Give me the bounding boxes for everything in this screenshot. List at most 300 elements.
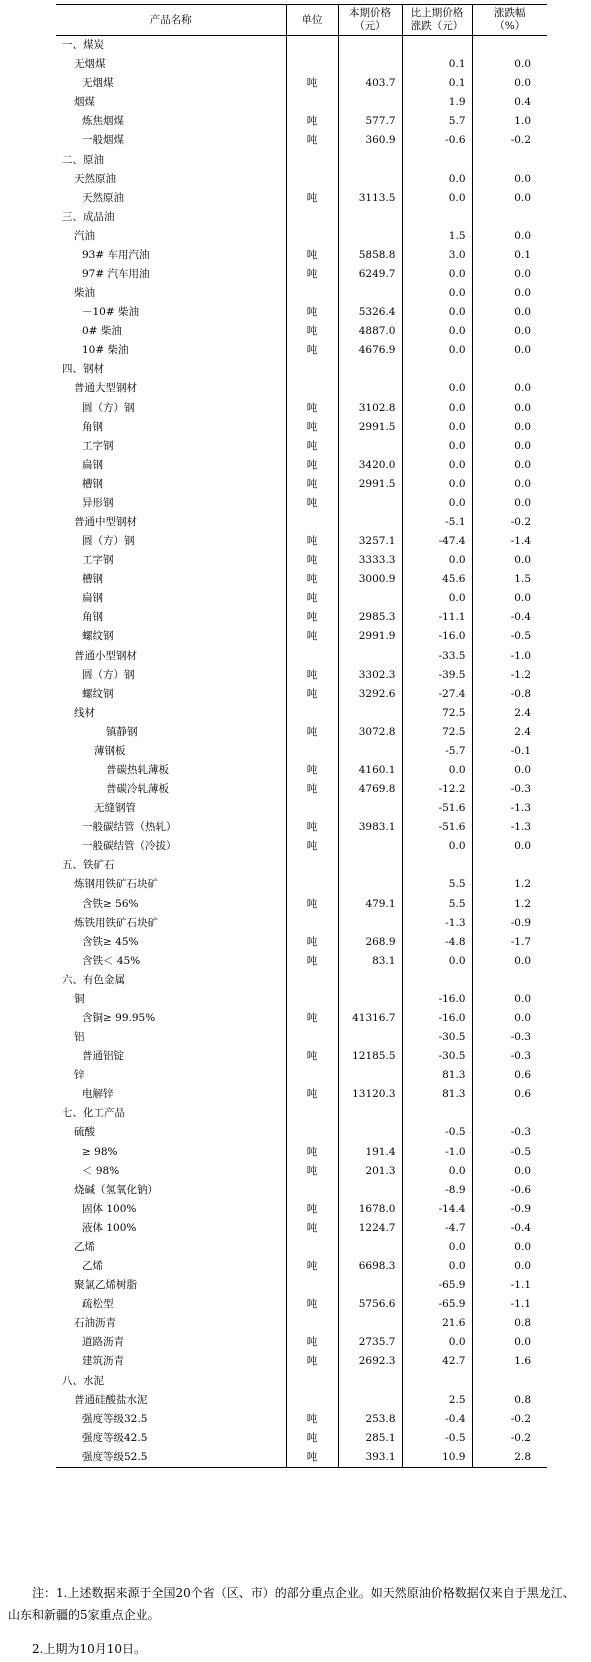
unit-cell: 吨 bbox=[286, 685, 338, 704]
product-name-cell: 天然原油 bbox=[82, 191, 124, 204]
unit-cell: 吨 bbox=[286, 322, 338, 341]
product-name-cell: 线材 bbox=[74, 706, 95, 719]
price-change-cell: 0.0 bbox=[402, 475, 472, 494]
product-name-cell: 无缝钢管 bbox=[94, 802, 136, 815]
current-price-cell bbox=[338, 971, 402, 990]
change-percent-cell: 0.0 bbox=[472, 494, 547, 513]
price-change-cell: -0.5 bbox=[402, 1123, 472, 1142]
table-row bbox=[56, 895, 547, 914]
change-percent-cell: 1.6 bbox=[472, 1352, 547, 1371]
product-name-cell: －10# 柴油 bbox=[82, 306, 139, 319]
change-percent-cell: -0.8 bbox=[472, 685, 547, 704]
price-change-cell bbox=[402, 360, 472, 379]
unit-cell: 吨 bbox=[286, 1085, 338, 1104]
current-price-cell bbox=[338, 589, 402, 608]
product-name-cell: 铜 bbox=[74, 992, 85, 1005]
current-price-cell bbox=[338, 1314, 402, 1333]
current-price-cell: 2991.9 bbox=[338, 627, 402, 646]
current-price-cell bbox=[338, 227, 402, 246]
table-row bbox=[56, 246, 547, 265]
table-row bbox=[56, 1066, 547, 1085]
price-change-cell: 0.1 bbox=[402, 55, 472, 74]
price-change-cell: -5.7 bbox=[402, 742, 472, 761]
current-price-cell: 4676.9 bbox=[338, 341, 402, 360]
table-row bbox=[56, 627, 547, 646]
price-change-cell: 0.0 bbox=[402, 952, 472, 971]
change-percent-cell: -0.4 bbox=[472, 1219, 547, 1238]
change-percent-cell: 0.0 bbox=[472, 589, 547, 608]
change-percent-cell: 0.0 bbox=[472, 55, 547, 74]
current-price-cell: 2735.7 bbox=[338, 1333, 402, 1352]
current-price-cell: 4769.8 bbox=[338, 780, 402, 799]
product-name-cell: 液体 100% bbox=[82, 1221, 137, 1234]
current-price-cell: 285.1 bbox=[338, 1429, 402, 1448]
change-percent-cell: -1.2 bbox=[472, 666, 547, 685]
change-percent-cell: -0.6 bbox=[472, 1181, 547, 1200]
price-change-cell: -16.0 bbox=[402, 1009, 472, 1028]
table-row bbox=[56, 647, 547, 666]
unit-cell: 吨 bbox=[286, 1257, 338, 1276]
current-price-cell: 268.9 bbox=[338, 933, 402, 952]
change-percent-cell: 0.4 bbox=[472, 93, 547, 112]
unit-cell bbox=[286, 875, 338, 894]
change-percent-cell: 0.6 bbox=[472, 1066, 547, 1085]
unit-cell bbox=[286, 1371, 338, 1390]
table-row bbox=[56, 532, 547, 551]
price-change-cell: -16.0 bbox=[402, 627, 472, 646]
product-name-cell: 乙烯 bbox=[82, 1260, 103, 1273]
product-name-cell: 锌 bbox=[74, 1069, 85, 1082]
unit-cell: 吨 bbox=[286, 1352, 338, 1371]
unit-cell: 吨 bbox=[286, 780, 338, 799]
table-row bbox=[56, 418, 547, 437]
unit-cell: 吨 bbox=[286, 1219, 338, 1238]
current-price-cell: 3292.6 bbox=[338, 685, 402, 704]
unit-cell bbox=[286, 1276, 338, 1295]
table-row bbox=[56, 36, 547, 56]
current-price-cell bbox=[338, 360, 402, 379]
unit-cell bbox=[286, 36, 338, 56]
unit-cell: 吨 bbox=[286, 1429, 338, 1448]
unit-cell bbox=[286, 990, 338, 1009]
change-percent-cell: 0.0 bbox=[472, 265, 547, 284]
product-name-cell: 螺纹钢 bbox=[82, 630, 114, 643]
product-name-cell: 建筑沥青 bbox=[82, 1355, 124, 1368]
table-body bbox=[56, 36, 547, 1468]
price-change-cell: -0.4 bbox=[402, 1410, 472, 1429]
change-percent-cell bbox=[472, 360, 547, 379]
table-row bbox=[56, 704, 547, 723]
current-price-cell bbox=[338, 1028, 402, 1047]
header-current-price: 本期价格 （元） bbox=[338, 5, 402, 36]
unit-cell: 吨 bbox=[286, 1410, 338, 1429]
price-table bbox=[56, 4, 547, 1468]
change-percent-cell: 0.0 bbox=[472, 551, 547, 570]
price-change-cell: -4.8 bbox=[402, 933, 472, 952]
unit-cell: 吨 bbox=[286, 952, 338, 971]
price-change-cell: 0.0 bbox=[402, 284, 472, 303]
table-row bbox=[56, 284, 547, 303]
current-price-cell bbox=[338, 170, 402, 189]
change-percent-cell bbox=[472, 208, 547, 227]
price-change-cell: 5.5 bbox=[402, 875, 472, 894]
product-name-cell: 硫酸 bbox=[74, 1126, 95, 1139]
current-price-cell: 577.7 bbox=[338, 112, 402, 131]
price-change-cell: 5.7 bbox=[402, 112, 472, 131]
change-percent-cell: 0.0 bbox=[472, 303, 547, 322]
price-change-cell: 10.9 bbox=[402, 1448, 472, 1468]
product-name-cell: ＜ 98% bbox=[82, 1164, 120, 1177]
change-percent-cell: 0.0 bbox=[472, 456, 547, 475]
note-2: 2.上期为10月10日。 bbox=[32, 1642, 146, 1656]
table-row bbox=[56, 780, 547, 799]
product-name-cell: 含铁≥ 56% bbox=[82, 897, 139, 910]
change-percent-cell bbox=[472, 1104, 547, 1123]
unit-cell bbox=[286, 93, 338, 112]
change-percent-cell: 0.1 bbox=[472, 246, 547, 265]
change-percent-cell: 2.4 bbox=[472, 723, 547, 742]
unit-cell bbox=[286, 799, 338, 818]
change-percent-cell: -0.5 bbox=[472, 627, 547, 646]
current-price-cell bbox=[338, 1238, 402, 1257]
product-name-cell: 三、成品油 bbox=[62, 210, 115, 223]
unit-cell: 吨 bbox=[286, 189, 338, 208]
price-change-cell: 0.0 bbox=[402, 456, 472, 475]
table-row bbox=[56, 55, 547, 74]
current-price-cell: 5756.6 bbox=[338, 1295, 402, 1314]
price-change-cell: 0.0 bbox=[402, 418, 472, 437]
current-price-cell bbox=[338, 1181, 402, 1200]
change-percent-cell: 1.2 bbox=[472, 875, 547, 894]
unit-cell: 吨 bbox=[286, 398, 338, 417]
price-change-cell: 0.0 bbox=[402, 341, 472, 360]
unit-cell: 吨 bbox=[286, 761, 338, 780]
current-price-cell: 3333.3 bbox=[338, 551, 402, 570]
price-change-cell bbox=[402, 1104, 472, 1123]
table-row bbox=[56, 475, 547, 494]
product-name-cell: 槽钢 bbox=[82, 573, 103, 586]
price-change-cell: -0.5 bbox=[402, 1429, 472, 1448]
change-percent-cell: 0.0 bbox=[472, 418, 547, 437]
price-change-cell: -30.5 bbox=[402, 1028, 472, 1047]
change-percent-cell: -1.3 bbox=[472, 799, 547, 818]
price-change-cell: -4.7 bbox=[402, 1219, 472, 1238]
product-name-cell: 角钢 bbox=[82, 611, 103, 624]
product-name-cell: 固体 100% bbox=[82, 1202, 137, 1215]
price-change-cell: 0.0 bbox=[402, 379, 472, 398]
unit-cell bbox=[286, 208, 338, 227]
change-percent-cell: 0.0 bbox=[472, 1257, 547, 1276]
change-percent-cell: -1.3 bbox=[472, 818, 547, 837]
unit-cell: 吨 bbox=[286, 1162, 338, 1181]
table-row bbox=[56, 227, 547, 246]
table-row bbox=[56, 1410, 547, 1429]
price-change-cell: 0.0 bbox=[402, 303, 472, 322]
price-change-cell bbox=[402, 36, 472, 56]
price-change-cell: 0.0 bbox=[402, 189, 472, 208]
price-change-cell: -12.2 bbox=[402, 780, 472, 799]
unit-cell bbox=[286, 1391, 338, 1410]
product-name-cell: 普碳冷轧薄板 bbox=[106, 783, 169, 796]
unit-cell: 吨 bbox=[286, 74, 338, 93]
unit-cell bbox=[286, 150, 338, 169]
product-name-cell: 异形钢 bbox=[82, 496, 114, 509]
price-change-cell: -27.4 bbox=[402, 685, 472, 704]
price-change-cell: 0.0 bbox=[402, 1238, 472, 1257]
current-price-cell: 2991.5 bbox=[338, 475, 402, 494]
unit-cell: 吨 bbox=[286, 1200, 338, 1219]
unit-cell: 吨 bbox=[286, 131, 338, 150]
current-price-cell: 4887.0 bbox=[338, 322, 402, 341]
change-percent-cell: 0.8 bbox=[472, 1314, 547, 1333]
unit-cell: 吨 bbox=[286, 837, 338, 856]
unit-cell: 吨 bbox=[286, 589, 338, 608]
change-percent-cell bbox=[472, 150, 547, 169]
unit-cell: 吨 bbox=[286, 1009, 338, 1028]
price-change-cell: -65.9 bbox=[402, 1295, 472, 1314]
table-row bbox=[56, 1257, 547, 1276]
current-price-cell: 201.3 bbox=[338, 1162, 402, 1181]
table-header-row bbox=[56, 5, 547, 36]
current-price-cell: 393.1 bbox=[338, 1448, 402, 1468]
current-price-cell bbox=[338, 1391, 402, 1410]
price-change-cell: -33.5 bbox=[402, 647, 472, 666]
price-change-cell: -51.6 bbox=[402, 818, 472, 837]
price-change-cell: 3.0 bbox=[402, 246, 472, 265]
current-price-cell: 2692.3 bbox=[338, 1352, 402, 1371]
table-row bbox=[56, 837, 547, 856]
change-percent-cell: -0.2 bbox=[472, 1429, 547, 1448]
price-change-cell: -1.3 bbox=[402, 914, 472, 933]
table-row bbox=[56, 303, 547, 322]
current-price-cell: 2985.3 bbox=[338, 608, 402, 627]
unit-cell: 吨 bbox=[286, 1295, 338, 1314]
product-name-cell: 93# 车用汽油 bbox=[82, 248, 150, 261]
product-name-cell: 普通小型钢材 bbox=[74, 649, 137, 662]
current-price-cell: 3072.8 bbox=[338, 723, 402, 742]
unit-cell bbox=[286, 647, 338, 666]
product-name-cell: 五、铁矿石 bbox=[62, 859, 115, 872]
current-price-cell bbox=[338, 55, 402, 74]
table-row bbox=[56, 265, 547, 284]
table-row bbox=[56, 189, 547, 208]
product-name-cell: ≥ 98% bbox=[82, 1145, 118, 1158]
current-price-cell: 6249.7 bbox=[338, 265, 402, 284]
product-name-cell: 普通中型钢材 bbox=[74, 515, 137, 528]
unit-cell: 吨 bbox=[286, 303, 338, 322]
price-change-cell: -11.1 bbox=[402, 608, 472, 627]
unit-cell: 吨 bbox=[286, 265, 338, 284]
unit-cell: 吨 bbox=[286, 341, 338, 360]
unit-cell: 吨 bbox=[286, 895, 338, 914]
current-price-cell bbox=[338, 875, 402, 894]
change-percent-cell: -1.4 bbox=[472, 532, 547, 551]
product-name-cell: 炼焦烟煤 bbox=[82, 115, 124, 128]
price-change-cell: -0.6 bbox=[402, 131, 472, 150]
unit-cell: 吨 bbox=[286, 112, 338, 131]
product-name-cell: 柴油 bbox=[74, 287, 95, 300]
table-row bbox=[56, 1371, 547, 1390]
change-percent-cell: 2.8 bbox=[472, 1448, 547, 1468]
table-row bbox=[56, 322, 547, 341]
current-price-cell bbox=[338, 704, 402, 723]
unit-cell bbox=[286, 742, 338, 761]
table-row bbox=[56, 1123, 547, 1142]
change-percent-cell bbox=[472, 1371, 547, 1390]
price-change-cell: 0.0 bbox=[402, 494, 472, 513]
unit-cell bbox=[286, 1181, 338, 1200]
unit-cell: 吨 bbox=[286, 1143, 338, 1162]
change-percent-cell: -0.3 bbox=[472, 780, 547, 799]
unit-cell bbox=[286, 1314, 338, 1333]
change-percent-cell: 0.0 bbox=[472, 284, 547, 303]
price-change-cell: -14.4 bbox=[402, 1200, 472, 1219]
product-name-cell: 石油沥青 bbox=[74, 1317, 116, 1330]
unit-cell bbox=[286, 227, 338, 246]
price-change-cell bbox=[402, 971, 472, 990]
product-name-cell: 扁钢 bbox=[82, 592, 103, 605]
table-row bbox=[56, 1200, 547, 1219]
table-row bbox=[56, 1391, 547, 1410]
change-percent-cell: 0.8 bbox=[472, 1391, 547, 1410]
notes-section bbox=[8, 1582, 578, 1626]
table-row bbox=[56, 1352, 547, 1371]
unit-cell bbox=[286, 1104, 338, 1123]
change-percent-cell: 1.2 bbox=[472, 895, 547, 914]
header-change-percent: 涨跌幅 （%） bbox=[472, 5, 547, 36]
price-change-cell: 0.0 bbox=[402, 437, 472, 456]
table-row bbox=[56, 1028, 547, 1047]
table-row bbox=[56, 131, 547, 150]
change-percent-cell: 0.0 bbox=[472, 74, 547, 93]
change-percent-cell: 0.0 bbox=[472, 189, 547, 208]
price-change-cell: 81.3 bbox=[402, 1066, 472, 1085]
current-price-cell: 2991.5 bbox=[338, 418, 402, 437]
table-row bbox=[56, 341, 547, 360]
table-row bbox=[56, 799, 547, 818]
table-row bbox=[56, 1143, 547, 1162]
table-row bbox=[56, 990, 547, 1009]
price-change-cell: 0.0 bbox=[402, 589, 472, 608]
change-percent-cell: 0.0 bbox=[472, 952, 547, 971]
unit-cell bbox=[286, 513, 338, 532]
current-price-cell bbox=[338, 647, 402, 666]
table-row bbox=[56, 608, 547, 627]
price-change-cell: -16.0 bbox=[402, 990, 472, 1009]
unit-cell: 吨 bbox=[286, 933, 338, 952]
price-change-cell: 45.6 bbox=[402, 570, 472, 589]
unit-cell bbox=[286, 360, 338, 379]
current-price-cell bbox=[338, 284, 402, 303]
table-row bbox=[56, 360, 547, 379]
change-percent-cell: 0.0 bbox=[472, 341, 547, 360]
current-price-cell bbox=[338, 494, 402, 513]
table-row bbox=[56, 437, 547, 456]
current-price-cell bbox=[338, 93, 402, 112]
table-row bbox=[56, 398, 547, 417]
note-1: 注：1.上述数据来源于全国20个省（区、市）的部分重点企业。如天然原油价格数据仅来自于黑龙江、山东和新疆的5家重点企业。 bbox=[8, 1586, 575, 1622]
table-row bbox=[56, 1448, 547, 1468]
unit-cell bbox=[286, 914, 338, 933]
product-name-cell: 六、有色金属 bbox=[62, 973, 125, 986]
product-name-cell: 聚氯乙烯树脂 bbox=[74, 1279, 137, 1292]
unit-cell: 吨 bbox=[286, 437, 338, 456]
table-row bbox=[56, 666, 547, 685]
current-price-cell bbox=[338, 1276, 402, 1295]
table-row bbox=[56, 875, 547, 894]
product-name-cell: 角钢 bbox=[82, 420, 103, 433]
product-name-cell: 炼铁用铁矿石块矿 bbox=[74, 916, 158, 929]
change-percent-cell: -0.2 bbox=[472, 1410, 547, 1429]
change-percent-cell: -0.9 bbox=[472, 914, 547, 933]
table-row bbox=[56, 818, 547, 837]
product-name-cell: 疏松型 bbox=[82, 1298, 114, 1311]
current-price-cell: 12185.5 bbox=[338, 1047, 402, 1066]
change-percent-cell: 0.0 bbox=[472, 398, 547, 417]
current-price-cell: 191.4 bbox=[338, 1143, 402, 1162]
product-name-cell: 一般烟煤 bbox=[82, 134, 124, 147]
table-row bbox=[56, 74, 547, 93]
unit-cell bbox=[286, 856, 338, 875]
change-percent-cell: 0.0 bbox=[472, 322, 547, 341]
unit-cell: 吨 bbox=[286, 494, 338, 513]
table-row bbox=[56, 952, 547, 971]
price-change-cell: -5.1 bbox=[402, 513, 472, 532]
table-row bbox=[56, 379, 547, 398]
price-change-cell: 0.0 bbox=[402, 761, 472, 780]
product-name-cell: 扁钢 bbox=[82, 458, 103, 471]
current-price-cell bbox=[338, 837, 402, 856]
change-percent-cell: -1.1 bbox=[472, 1276, 547, 1295]
table-row bbox=[56, 513, 547, 532]
price-change-cell: -51.6 bbox=[402, 799, 472, 818]
unit-cell: 吨 bbox=[286, 1448, 338, 1468]
price-change-cell bbox=[402, 208, 472, 227]
unit-cell bbox=[286, 55, 338, 74]
change-percent-cell: -0.3 bbox=[472, 1047, 547, 1066]
product-name-cell: 薄钢板 bbox=[94, 744, 126, 757]
unit-cell bbox=[286, 379, 338, 398]
unit-cell bbox=[286, 284, 338, 303]
price-change-cell bbox=[402, 856, 472, 875]
unit-cell: 吨 bbox=[286, 456, 338, 475]
table-row bbox=[56, 150, 547, 169]
unit-cell: 吨 bbox=[286, 418, 338, 437]
current-price-cell: 479.1 bbox=[338, 895, 402, 914]
product-name-cell: 圆（方）钢 bbox=[82, 535, 135, 548]
unit-cell: 吨 bbox=[286, 551, 338, 570]
table-row bbox=[56, 742, 547, 761]
table-row bbox=[56, 494, 547, 513]
product-name-cell: 圆（方）钢 bbox=[82, 401, 135, 414]
table-row bbox=[56, 1333, 547, 1352]
product-name-cell: 八、水泥 bbox=[62, 1374, 104, 1387]
current-price-cell bbox=[338, 856, 402, 875]
current-price-cell bbox=[338, 437, 402, 456]
unit-cell bbox=[286, 1238, 338, 1257]
current-price-cell: 360.9 bbox=[338, 131, 402, 150]
current-price-cell bbox=[338, 36, 402, 56]
unit-cell: 吨 bbox=[286, 1333, 338, 1352]
header-unit: 单位 bbox=[286, 5, 338, 36]
unit-cell: 吨 bbox=[286, 723, 338, 742]
current-price-cell: 3257.1 bbox=[338, 532, 402, 551]
price-change-cell: 0.0 bbox=[402, 322, 472, 341]
product-name-cell: 四、钢材 bbox=[62, 363, 104, 376]
table-row bbox=[56, 1276, 547, 1295]
current-price-cell: 1224.7 bbox=[338, 1219, 402, 1238]
current-price-cell: 3000.9 bbox=[338, 570, 402, 589]
